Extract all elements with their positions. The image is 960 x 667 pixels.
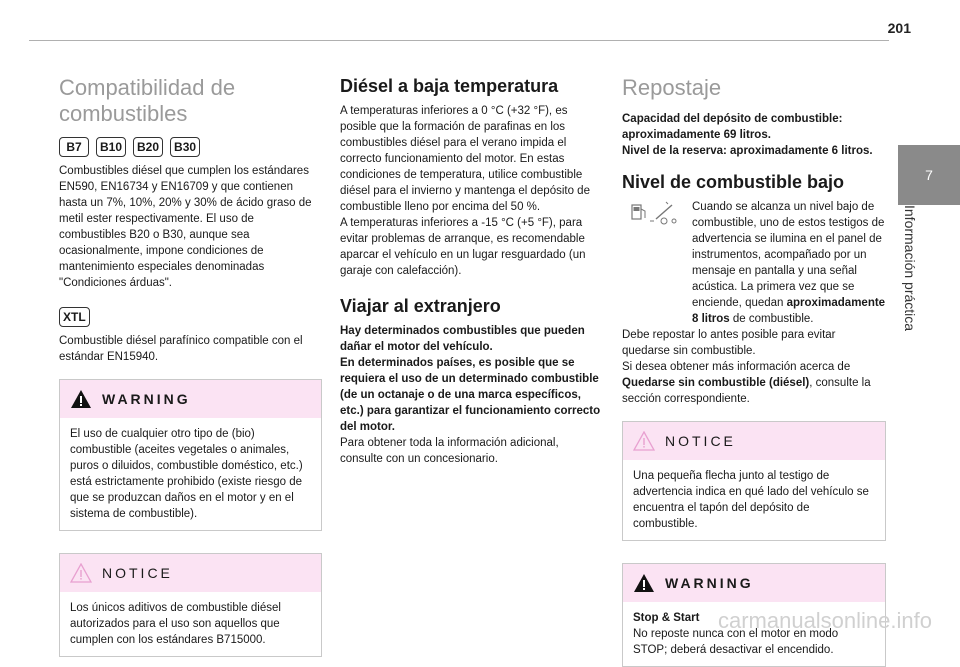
page-number: 201 xyxy=(887,20,911,36)
header-divider xyxy=(29,40,889,41)
warning-title: WARNING xyxy=(665,575,754,591)
warning-text: El uso de cualquier otro tipo de (bio) combustible (aceites vegetales o animales, puros o diluidos, combustible doméstico, etc.) está estrictamente prohibido (existe riesgo de que se produzcan daños en el motor y en el sistema de combustible). xyxy=(70,428,303,520)
notice-box xyxy=(59,553,322,657)
low-temp-paragraph-1: A temperaturas inferiores a 0 °C (+32 °F), es posible que la formación de parafinas en los combustibles diésel para el verano impida el correcto funcionamiento del motor. En estas condiciones de temperatura, utilice combustible diésel para el invierno y mantenga el depósito de combustible lleno por encima del 50 %. xyxy=(340,105,590,213)
section-label: Información práctica xyxy=(902,205,918,332)
reserve-level: Nivel de la reserva: aproximadamente 6 litros. xyxy=(622,145,873,157)
warning-text: No reposte nunca con el motor en modo STOP; deberá desactivar el encendido. xyxy=(633,628,839,656)
column-low-temperature xyxy=(340,75,604,467)
notice-icon xyxy=(70,563,92,583)
warning-header-refuel xyxy=(623,564,885,602)
warning-header xyxy=(60,380,321,418)
low-fuel-row xyxy=(622,199,886,327)
notice-header xyxy=(60,554,321,592)
notice-title: NOTICE xyxy=(102,565,173,581)
low-temp-paragraph-2: A temperaturas inferiores a -15 °C (+5 °F), para evitar problemas de arranque, es recomendable aparcar el vehículo en un lugar resguardado (un garaje con calefacción). xyxy=(340,217,586,277)
stop-start-title: Stop & Start xyxy=(633,612,700,624)
fuel-badge-b30: B30 xyxy=(170,137,200,157)
warning-icon xyxy=(633,573,655,593)
section-title-refuelling: Repostaje xyxy=(622,75,722,100)
section-title-compatibility: Compatibilidad de combustibles xyxy=(59,75,236,126)
abroad-bold-1: Hay determinados combustibles que pueden dañar el motor del vehículo. xyxy=(340,325,585,353)
notice-header-refuel xyxy=(623,422,885,460)
notice-text: Los únicos aditivos de combustible diésel autorizados para el uso son aquellos que cumplen con los estándares B715000. xyxy=(70,602,281,646)
fuel-badges xyxy=(59,137,322,157)
low-fuel-text-3: Si desea obtener más información acerca de Quedarse sin combustible (diésel), consulte la sección correspondiente. xyxy=(622,361,871,405)
warning-title: WARNING xyxy=(102,391,191,407)
abroad-bold-2: En determinados países, es posible que se requiera el uso de un determinado combustible (de un octanaje o de una marca específicos, etc.) para garantizar el funcionamiento correcto del motor. xyxy=(340,357,601,433)
running-out-link[interactable]: Quedarse sin combustible (diésel) xyxy=(622,377,810,389)
notice-title: NOTICE xyxy=(665,433,736,449)
fuel-badge-b10: B10 xyxy=(96,137,126,157)
fuel-badge-b7: B7 xyxy=(59,137,89,157)
fuel-warning-lamp-icon xyxy=(622,199,682,229)
biodiesel-paragraph: Combustibles diésel que cumplen los estándares EN590, EN16734 y EN16709 y que contienen hasta un 7%, 10%, 20% y 30% de ácido graso de metil ester respectivamente. El uso de combustibles B20 o B30, aunque sea ocasionalmente, impone condiciones de mantenimiento especiales denominadas "Condiciones árduas". xyxy=(59,165,312,289)
fuel-badge-b20: B20 xyxy=(133,137,163,157)
watermark: carmanualsonline.info xyxy=(717,608,932,633)
section-title-low-temperature: Diésel a baja temperatura xyxy=(340,76,559,96)
abroad-paragraph: Para obtener toda la información adicional, consulte con un concesionario. xyxy=(340,437,559,465)
tank-capacity: Capacidad del depósito de combustible: aproximadamente 69 litros. xyxy=(622,113,843,141)
low-fuel-text-1: Cuando se alcanza un nivel bajo de combustible, uno de estos testigos de advertencia se ilumina en el panel de instrumentos, acompañado por un mensaje en pantalla y una señal acústica. La primera vez que se enciende, quedan aproximadamente 8 litros de combustible. xyxy=(692,201,886,325)
chapter-tab[interactable]: 7 xyxy=(898,145,960,205)
section-title-low-fuel: Nivel de combustible bajo xyxy=(622,172,845,192)
fuel-badge-xtl: XTL xyxy=(59,307,90,327)
column-refuelling xyxy=(622,75,886,667)
warning-box xyxy=(59,379,322,531)
notice-text: Una pequeña flecha junto al testigo de advertencia indica en qué lado del vehículo se encuentra el tapón del depósito de combustible. xyxy=(633,470,869,530)
low-fuel-text-2: Debe repostar lo antes posible para evitar quedarse sin combustible. xyxy=(622,329,836,357)
warning-icon xyxy=(70,389,92,409)
notice-icon xyxy=(633,431,655,451)
xtl-badges xyxy=(59,307,322,327)
notice-box-refuel xyxy=(622,421,886,541)
xtl-paragraph: Combustible diésel parafínico compatible con el estándar EN15940. xyxy=(59,335,303,363)
column-fuel-compatibility xyxy=(59,75,322,657)
section-title-abroad: Viajar al extranjero xyxy=(340,296,501,316)
